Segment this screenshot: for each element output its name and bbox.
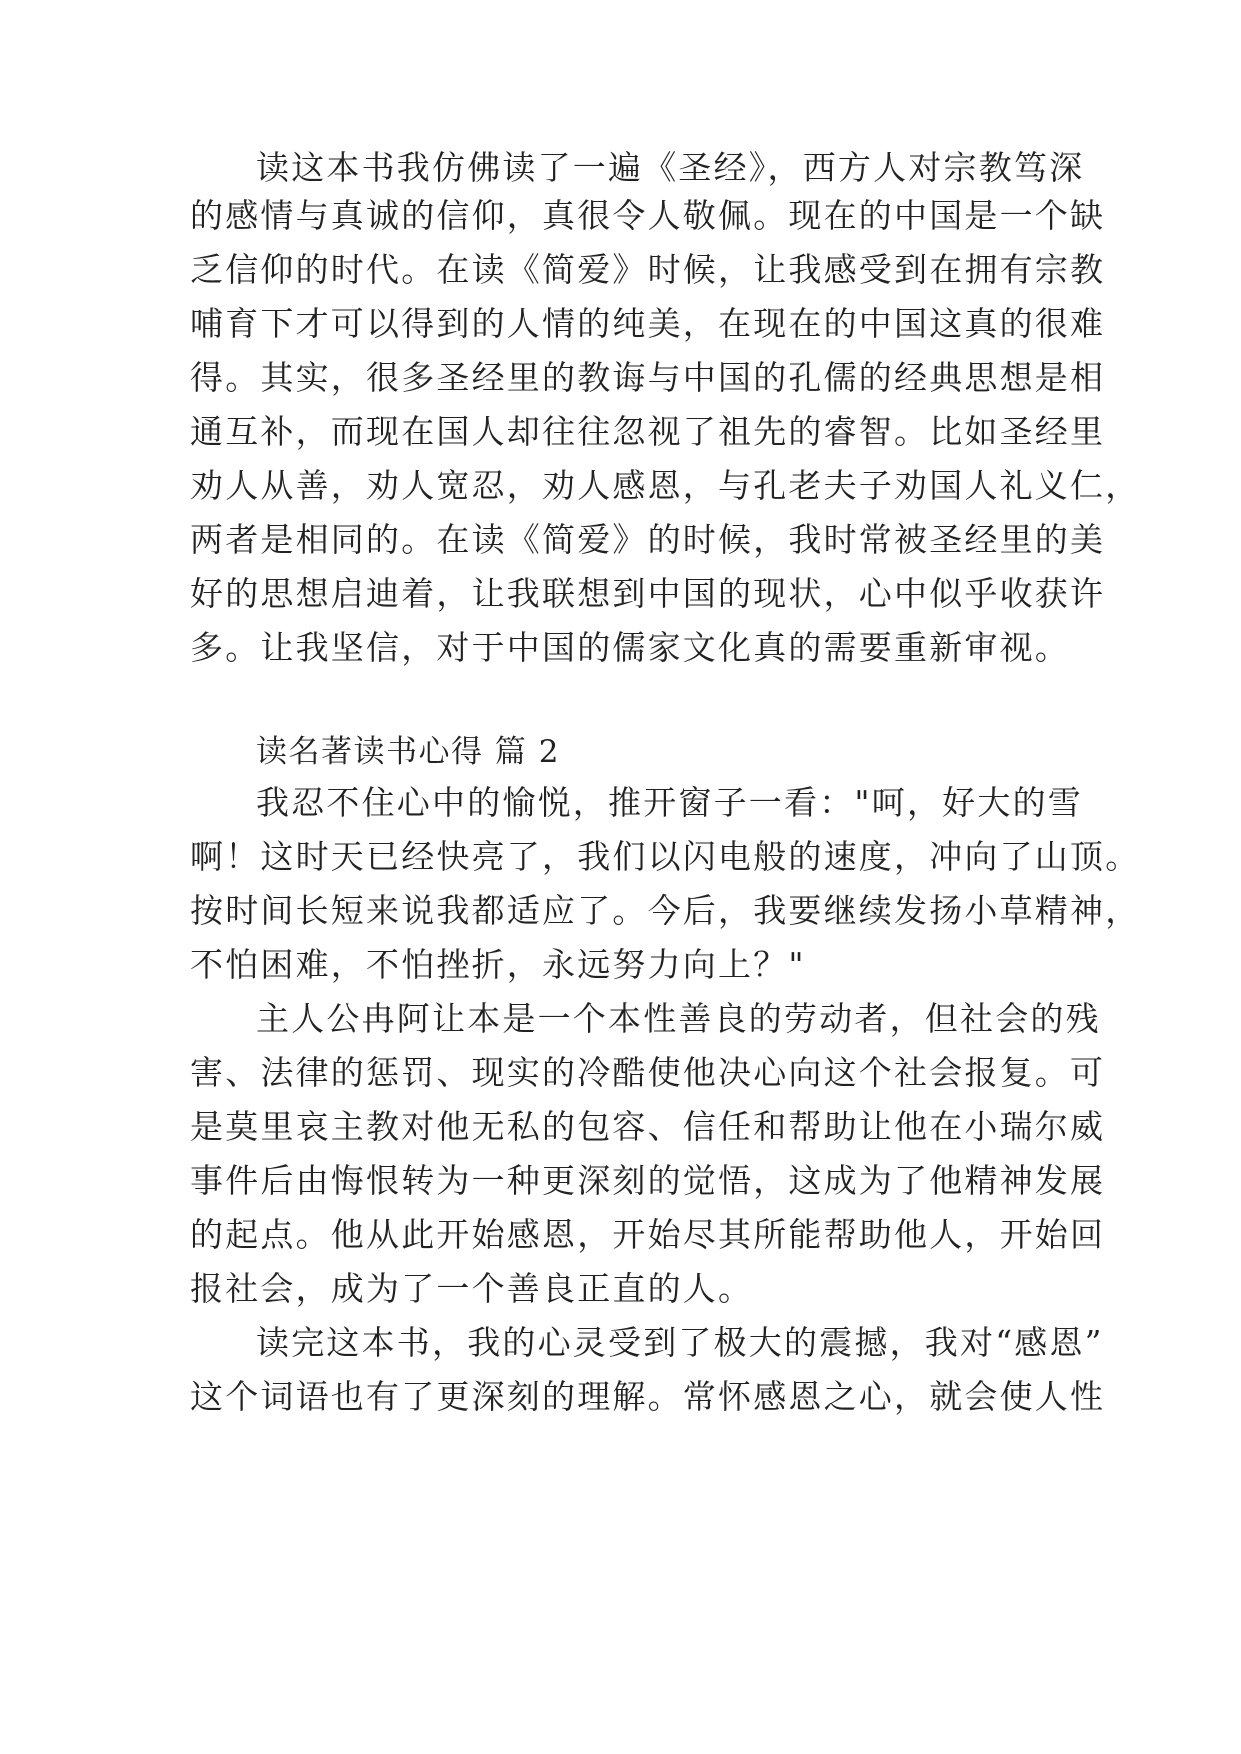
paragraph-line: 事件后由悔恨转为一种更深刻的觉悟，这成为了他精神发展 (190, 1161, 1106, 1200)
paragraph-line: 的感情与真诚的信仰，真很令人敬佩。现在的中国是一个缺 (190, 196, 1106, 235)
paragraph-line: 的起点。他从此开始感恩，开始尽其所能帮助他人，开始回 (190, 1215, 1106, 1254)
paragraph-line: 主人公冉阿让本是一个本性善良的劳动者，但社会的残 (256, 999, 1101, 1038)
paragraph-line: 害、法律的惩罚、现实的冷酷使他决心向这个社会报复。可 (190, 1053, 1106, 1092)
paragraph-line: 读这本书我仿佛读了一遍《圣经》，西方人对宗教笃深 (256, 148, 1085, 187)
paragraph-line: 通互补，而现在国人却往往忽视了祖先的睿智。比如圣经里 (190, 412, 1106, 451)
paragraph-line: 哺育下才可以得到的人情的纯美，在现在的中国这真的很难 (190, 304, 1106, 343)
paragraph-line: 读完这本书，我的心灵受到了极大的震撼，我对“感恩” (256, 1323, 1104, 1362)
paragraph-line: 好的思想启迪着，让我联想到中国的现状，心中似乎收获许 (190, 574, 1106, 613)
paragraph-line: 乏信仰的时代。在读《简爱》时候，让我感受到在拥有宗教 (190, 250, 1106, 289)
paragraph-line: 我忍不住心中的愉悦，推开窗子一看："呵，好大的雪 (256, 783, 1083, 822)
paragraph-line: 不怕困难，不怕挫折，永远努力向上？" (190, 945, 806, 984)
paragraph-line: 多。让我坚信，对于中国的儒家文化真的需要重新审视。 (190, 628, 1070, 667)
paragraph-line: 是莫里哀主教对他无私的包容、信任和帮助让他在小瑞尔威 (190, 1107, 1106, 1146)
paragraph-line: 啊！这时天已经快亮了，我们以闪电般的速度，冲向了山顶。 (190, 837, 1141, 876)
paragraph-line: 按时间长短来说我都适应了。今后，我要继续发扬小草精神， (190, 891, 1141, 930)
paragraph-line: 这个词语也有了更深刻的理解。常怀感恩之心，就会使人性 (190, 1377, 1106, 1416)
paragraph-line: 报社会，成为了一个善良正直的人。 (190, 1269, 754, 1308)
paragraph-line: 劝人从善，劝人宽忍，劝人感恩，与孔老夫子劝国人礼义仁， (190, 466, 1141, 505)
paragraph-line: 两者是相同的。在读《简爱》的时候，我时常被圣经里的美 (190, 520, 1106, 559)
paragraph-line: 得。其实，很多圣经里的教诲与中国的孔儒的经典思想是相 (190, 358, 1106, 397)
section-heading: 读名著读书心得 篇 2 (256, 734, 560, 770)
